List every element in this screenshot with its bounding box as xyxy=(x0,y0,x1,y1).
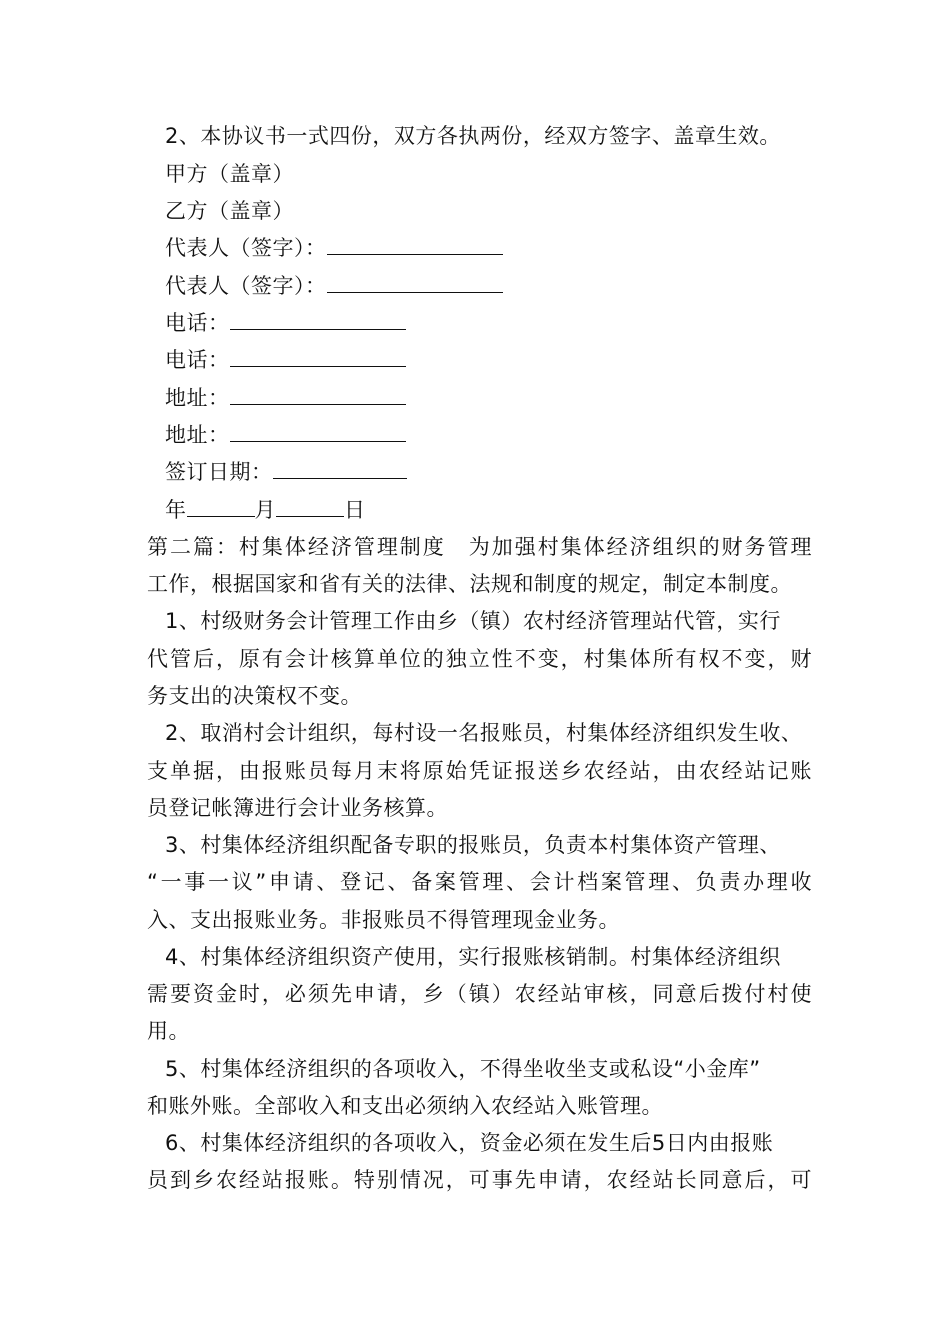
chapter-2-title: 第二篇：村集体经济管理制度 为加强村集体经济组织的财务管理 xyxy=(147,535,812,559)
month-blank xyxy=(187,496,255,517)
address-line-b xyxy=(165,421,406,449)
sign-date-blank xyxy=(273,458,407,479)
party-a-seal: 甲方（盖章） xyxy=(165,162,294,186)
representative-label: 代表人（签字）： xyxy=(165,236,327,260)
paragraph-3-line-3: 入、支出报账业务。非报账员不得管理现金业务。 xyxy=(147,908,620,932)
sign-date-label: 签订日期： xyxy=(165,460,273,484)
paragraph-4-line-3: 用。 xyxy=(147,1019,190,1043)
paragraph-5-line-2: 和账外账。全部收入和支出必须纳入农经站入账管理。 xyxy=(147,1094,663,1118)
paragraph-4-line-2: 需要资金时，必须先申请，乡（镇）农经站审核，同意后拨付村使 xyxy=(147,982,812,1006)
paragraph-2-line-3: 员登记帐簿进行会计业务核算。 xyxy=(147,796,448,820)
phone-blank xyxy=(230,346,406,367)
paragraph-6-line-2: 员到乡农经站报账。特别情况，可事先申请，农经站长同意后，可 xyxy=(147,1168,812,1192)
representative-label: 代表人（签字）： xyxy=(165,274,327,298)
phone-line-a xyxy=(165,309,406,337)
chapter-2-intro: 工作，根据国家和省有关的法律、法规和制度的规定，制定本制度。 xyxy=(147,572,792,596)
sign-date-line xyxy=(165,458,407,486)
date-fields xyxy=(165,496,366,524)
paragraph-5-line-1: 5、村集体经济组织的各项收入，不得坐收坐支或私设“小金库” xyxy=(165,1057,761,1081)
phone-blank xyxy=(230,309,406,330)
address-line-a xyxy=(165,384,406,412)
day-label: 日 xyxy=(344,498,366,522)
address-blank xyxy=(230,421,406,442)
address-label: 地址： xyxy=(165,423,230,447)
representative-signature-a xyxy=(165,234,503,262)
paragraph-6-line-1: 6、村集体经济组织的各项收入，资金必须在发生后5日内由报账 xyxy=(165,1131,774,1155)
address-blank xyxy=(230,384,406,405)
representative-signature-b xyxy=(165,272,503,300)
day-blank xyxy=(276,496,344,517)
paragraph-1-line-3: 务支出的决策权不变。 xyxy=(147,684,362,708)
year-label: 年 xyxy=(165,498,187,522)
month-label: 月 xyxy=(254,498,276,522)
paragraph-1-line-2: 代管后，原有会计核算单位的独立性不变，村集体所有权不变，财 xyxy=(147,647,812,671)
phone-line-b xyxy=(165,346,406,374)
paragraph-1-line-1: 1、村级财务会计管理工作由乡（镇）农村经济管理站代管，实行 xyxy=(165,609,781,633)
paragraph-2-line-2: 支单据，由报账员每月末将原始凭证报送乡农经站，由农经站记账 xyxy=(147,759,812,783)
paragraph-4-line-1: 4、村集体经济组织资产使用，实行报账核销制。村集体经济组织 xyxy=(165,945,781,969)
paragraph-3-line-2: “一事一议”申请、登记、备案管理、会计档案管理、负责办理收 xyxy=(147,870,812,894)
paragraph-3-line-1: 3、村集体经济组织配备专职的报账员，负责本村集体资产管理、 xyxy=(165,833,781,857)
phone-label: 电话： xyxy=(165,348,230,372)
signature-blank xyxy=(327,234,503,255)
signature-blank xyxy=(327,272,503,293)
address-label: 地址： xyxy=(165,386,230,410)
party-b-seal: 乙方（盖章） xyxy=(165,199,294,223)
agreement-clause-2: 2、本协议书一式四份，双方各执两份，经双方签字、盖章生效。 xyxy=(165,124,781,148)
phone-label: 电话： xyxy=(165,311,230,335)
paragraph-2-line-1: 2、取消村会计组织，每村设一名报账员，村集体经济组织发生收、 xyxy=(165,721,803,745)
